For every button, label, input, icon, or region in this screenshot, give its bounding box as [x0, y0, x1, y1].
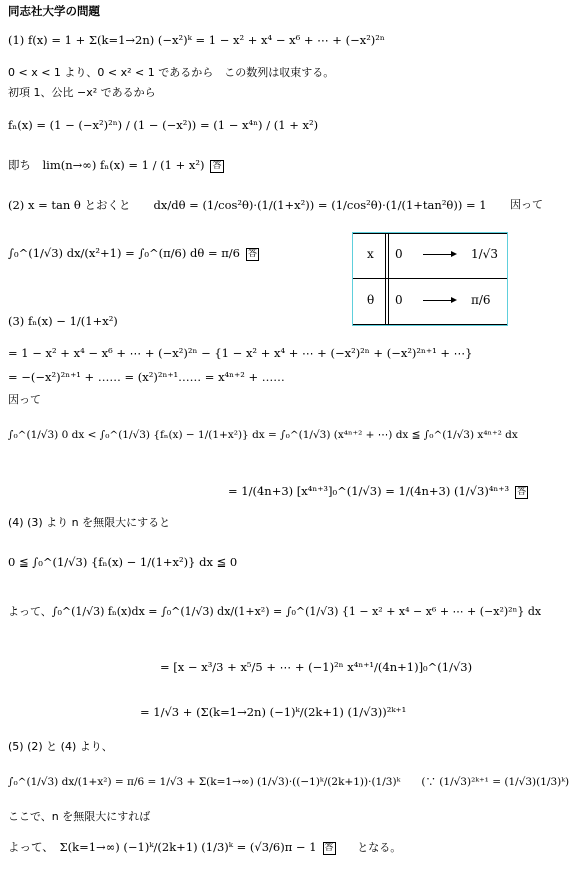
eq-2-integral — [8, 246, 259, 261]
arrow-icon — [423, 300, 455, 301]
answer-mark: 答 — [212, 160, 222, 171]
text-therefore-2: 因って — [510, 198, 543, 211]
text-part-5-intro: (5) (2) と (4) より、 — [8, 740, 113, 753]
table-rule — [353, 278, 507, 279]
table-var-theta: θ — [367, 293, 375, 307]
table-x-to: 1/√3 — [471, 247, 498, 261]
eq-1-limit — [8, 158, 224, 173]
eq-3-bound-text: = 1/(4n+3) [x⁴ⁿ⁺³]₀^(1/√3) = 1/(4n+3) (1/√3)⁴ⁿ⁺³ — [228, 484, 510, 498]
table-theta-from: 0 — [395, 293, 403, 307]
eq-2-substitution: (2) x = tan θ とおくと dx/dθ = (1/cos²θ)·(1/(1+x²)) = (1/cos²θ)·(1/(1+tan²θ)) = 1 — [8, 198, 487, 212]
eq-1-definition: (1) f(x) = 1 + Σ(k=1→2n) (−x²)ᵏ = 1 − x² + x⁴ − x⁶ + ⋯ + (−x²)²ⁿ — [8, 33, 385, 47]
text-initial-term: 初項 1、公比 −x² であるから — [8, 86, 156, 99]
table-theta-to: π/6 — [471, 293, 491, 307]
eq-5-final — [8, 840, 401, 855]
eq-4-squeeze: 0 ≦ ∫₀^(1/√3) {fₙ(x) − 1/(1+x²)} dx ≦ 0 — [8, 555, 238, 569]
text-part-4-intro: (4) (3) より n を無限大にすると — [8, 516, 171, 529]
eq-1-sum-formula: fₙ(x) = (1 − (−x²)²ⁿ) / (1 − (−x²)) = (1 − x⁴ⁿ) / (1 + x²) — [8, 118, 319, 132]
eq-3-leading-term: = −(−x²)²ⁿ⁺¹ + …… = (x²)²ⁿ⁺¹…… = x⁴ⁿ⁺² + …… — [8, 370, 285, 384]
eq-5-identity: ∫₀^(1/√3) dx/(1+x²) = π/6 = 1/√3 + Σ(k=1→∞) (1/√3)·((−1)ᵏ/(2k+1))·(1/3)ᵏ (∵ (1/√3)²ᵏ⁺¹ = (1/√3)(1/3)ᵏ) — [8, 776, 569, 788]
eq-4-integral: よって、∫₀^(1/√3) fₙ(x)dx = ∫₀^(1/√3) dx/(1+x²) = ∫₀^(1/√3) {1 − x² + x⁴ − x⁶ + ⋯ + (−x²)²ⁿ} dx — [8, 605, 542, 618]
eq-3-inequality: ∫₀^(1/√3) 0 dx < ∫₀^(1/√3) {fₙ(x) − 1/(1+x²)} dx = ∫₀^(1/√3) (x⁴ⁿ⁺² + ⋯) dx ≦ ∫₀^(1/√3) x⁴ⁿ⁺² dx — [8, 429, 518, 441]
arrow-icon — [423, 254, 455, 255]
eq-2-integral-text: ∫₀^(1/√3) dx/(x²+1) = ∫₀^(π/6) dθ = π/6 — [8, 246, 240, 260]
eq-1-limit-text: 即ち lim(n→∞) fₙ(x) = 1 / (1 + x²) — [8, 158, 205, 172]
table-rule — [385, 233, 386, 325]
answer-mark: 答 — [517, 486, 527, 497]
answer-mark: 答 — [324, 842, 334, 853]
eq-3-bound — [228, 484, 528, 499]
eq-3-difference: (3) fₙ(x) − 1/(1+x²) — [8, 314, 118, 328]
table-rule — [388, 233, 389, 325]
answer-mark: 答 — [248, 248, 258, 259]
text-conclusion: となる。 — [357, 841, 402, 854]
text-therefore-3: 因って — [8, 393, 41, 406]
table-rule — [353, 233, 507, 234]
text-n-infinity: ここで、n を無限大にすれば — [8, 810, 151, 823]
page-title: 同志社大学の問題 — [8, 4, 100, 18]
eq-4-antiderivative: = [x − x³/3 + x⁵/5 + ⋯ + (−1)²ⁿ x⁴ⁿ⁺¹/(4n+1)]₀^(1/√3) — [160, 660, 473, 674]
eq-5-final-text: よって、 Σ(k=1→∞) (−1)ᵏ/(2k+1) (1/3)ᵏ = (√3/6)π − 1 — [8, 840, 317, 854]
table-x-from: 0 — [395, 247, 403, 261]
text-convergence: 0 < x < 1 より、0 < x² < 1 であるから この数列は収束する。 — [8, 66, 335, 79]
table-var-x: x — [367, 247, 374, 261]
eq-4-series: = 1/√3 + (Σ(k=1→2n) (−1)ᵏ/(2k+1) (1/√3))²ᵏ⁺¹ — [140, 705, 407, 719]
substitution-table — [352, 232, 508, 326]
table-rule — [353, 324, 507, 325]
eq-3-expansion: = 1 − x² + x⁴ − x⁶ + ⋯ + (−x²)²ⁿ − {1 − x² + x⁴ + ⋯ + (−x²)²ⁿ + (−x²)²ⁿ⁺¹ + ⋯} — [8, 346, 473, 360]
